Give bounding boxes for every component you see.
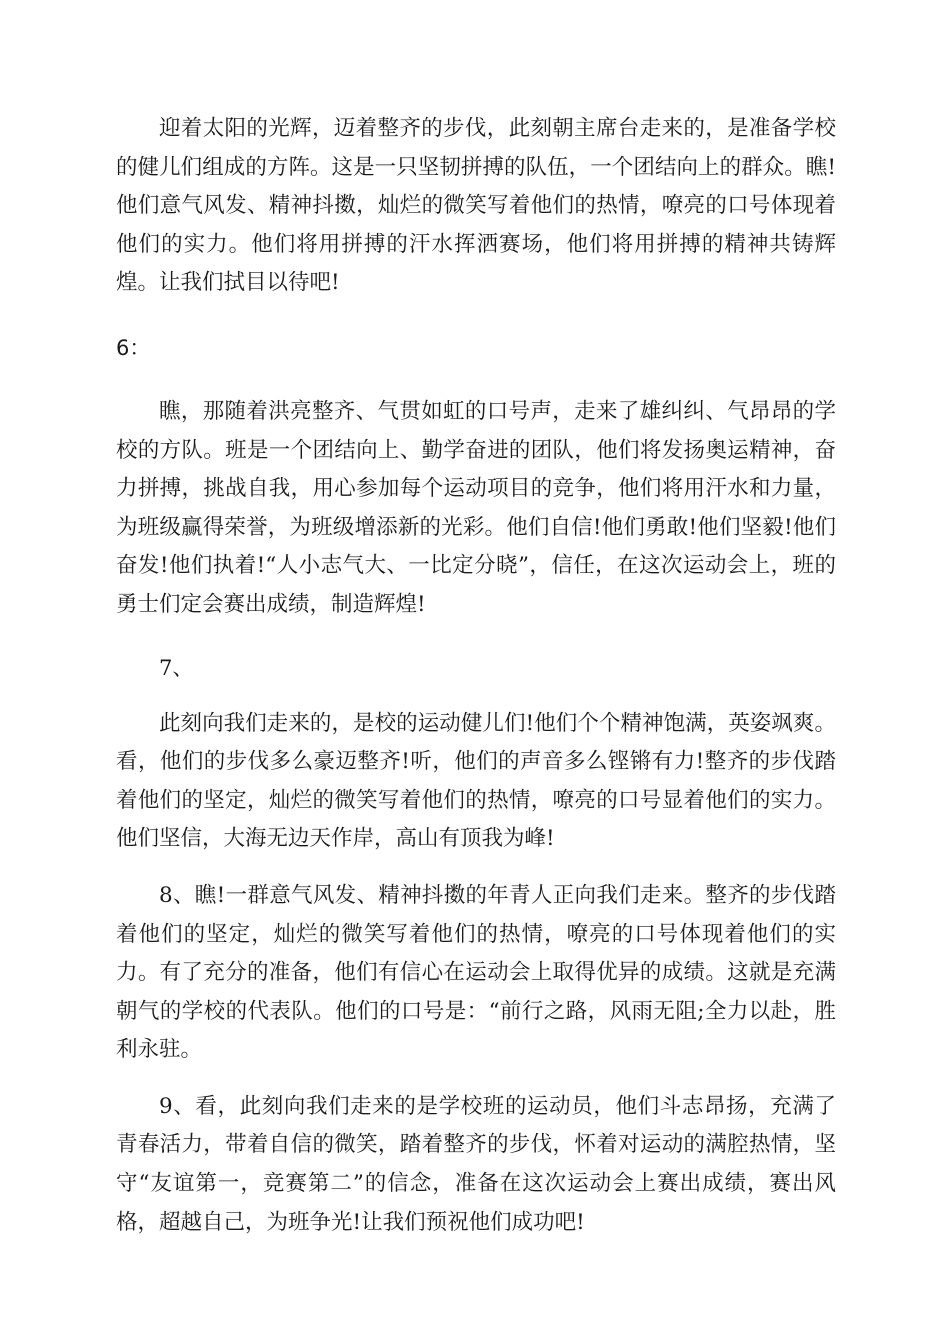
paragraph-gap	[116, 367, 836, 393]
paragraph-9: 9、看，此刻向我们走来的是学校班的运动员，他们斗志昂扬，充满了青春活力，带着自信的微笑，踏着整齐的步伐，怀着对运动的满腔热情，坚守“友谊第一，竞赛第二”的信念，准备在这次运动会上赛出成绩，赛出风格，超越自己，为班争光!让我们预祝他们成功吧!	[116, 1093, 836, 1235]
paragraph-8: 8、瞧!一群意气风发、精神抖擞的年青人正向我们走来。整齐的步伐踏着他们的坚定，灿烂的微笑写着他们的热情，嘹亮的口号体现着他们的实力。有了充分的准备，他们有信心在运动会上取得优异的成绩。这就是充满朝气的学校的代表队。他们的口号是：“前行之路，风雨无阻;全力以赴，胜利永驻。	[116, 882, 836, 1063]
document-body	[116, 110, 836, 1242]
paragraph-gap	[116, 303, 836, 329]
paragraph-gap	[116, 687, 836, 705]
paragraph-gap	[116, 625, 836, 649]
section-number-6: 6：	[116, 335, 151, 360]
paragraph-gap	[116, 1070, 836, 1088]
paragraph-6: 瞧，那随着洪亮整齐、气贯如虹的口号声，走来了雄纠纠、气昂昂的学校的方队。班是一个团结向上、勤学奋进的团队，他们将发扬奥运精神，奋力拼搏，挑战自我，用心参加每个运动项目的竞争，他们将用汗水和力量，为班级赢得荣誉，为班级增添新的光彩。他们自信!他们勇敢!他们坚毅!他们奋发!他们执着!“人小志气大、一比定分晓”，信任，在这次运动会上，班的勇士们定会赛出成绩，制造辉煌!	[116, 398, 836, 617]
paragraph-gap	[116, 859, 836, 877]
section-number-7: 7、	[159, 655, 194, 680]
paragraph-1: 迎着太阳的光辉，迈着整齐的步伐，此刻朝主席台走来的，是准备学校的健儿们组成的方阵。这是一只坚韧拼搏的队伍，一个团结向上的群众。瞧!他们意气风发、精神抖擞，灿烂的微笑写着他们的热情，嘹亮的口号体现着他们的实力。他们将用拼搏的汗水挥洒赛场，他们将用拼搏的精神共铸辉煌。让我们拭目以待吧!	[116, 116, 836, 296]
paragraph-7: 此刻向我们走来的，是校的运动健儿们!他们个个精神饱满，英姿飒爽。看，他们的步伐多么豪迈整齐!听，他们的声音多么铿锵有力!整齐的步伐踏着他们的坚定，灿烂的微笑写着他们的热情，嘹亮的口号显着他们的实力。他们坚信，大海无边天作岸，高山有顶我为峰!	[116, 710, 836, 852]
